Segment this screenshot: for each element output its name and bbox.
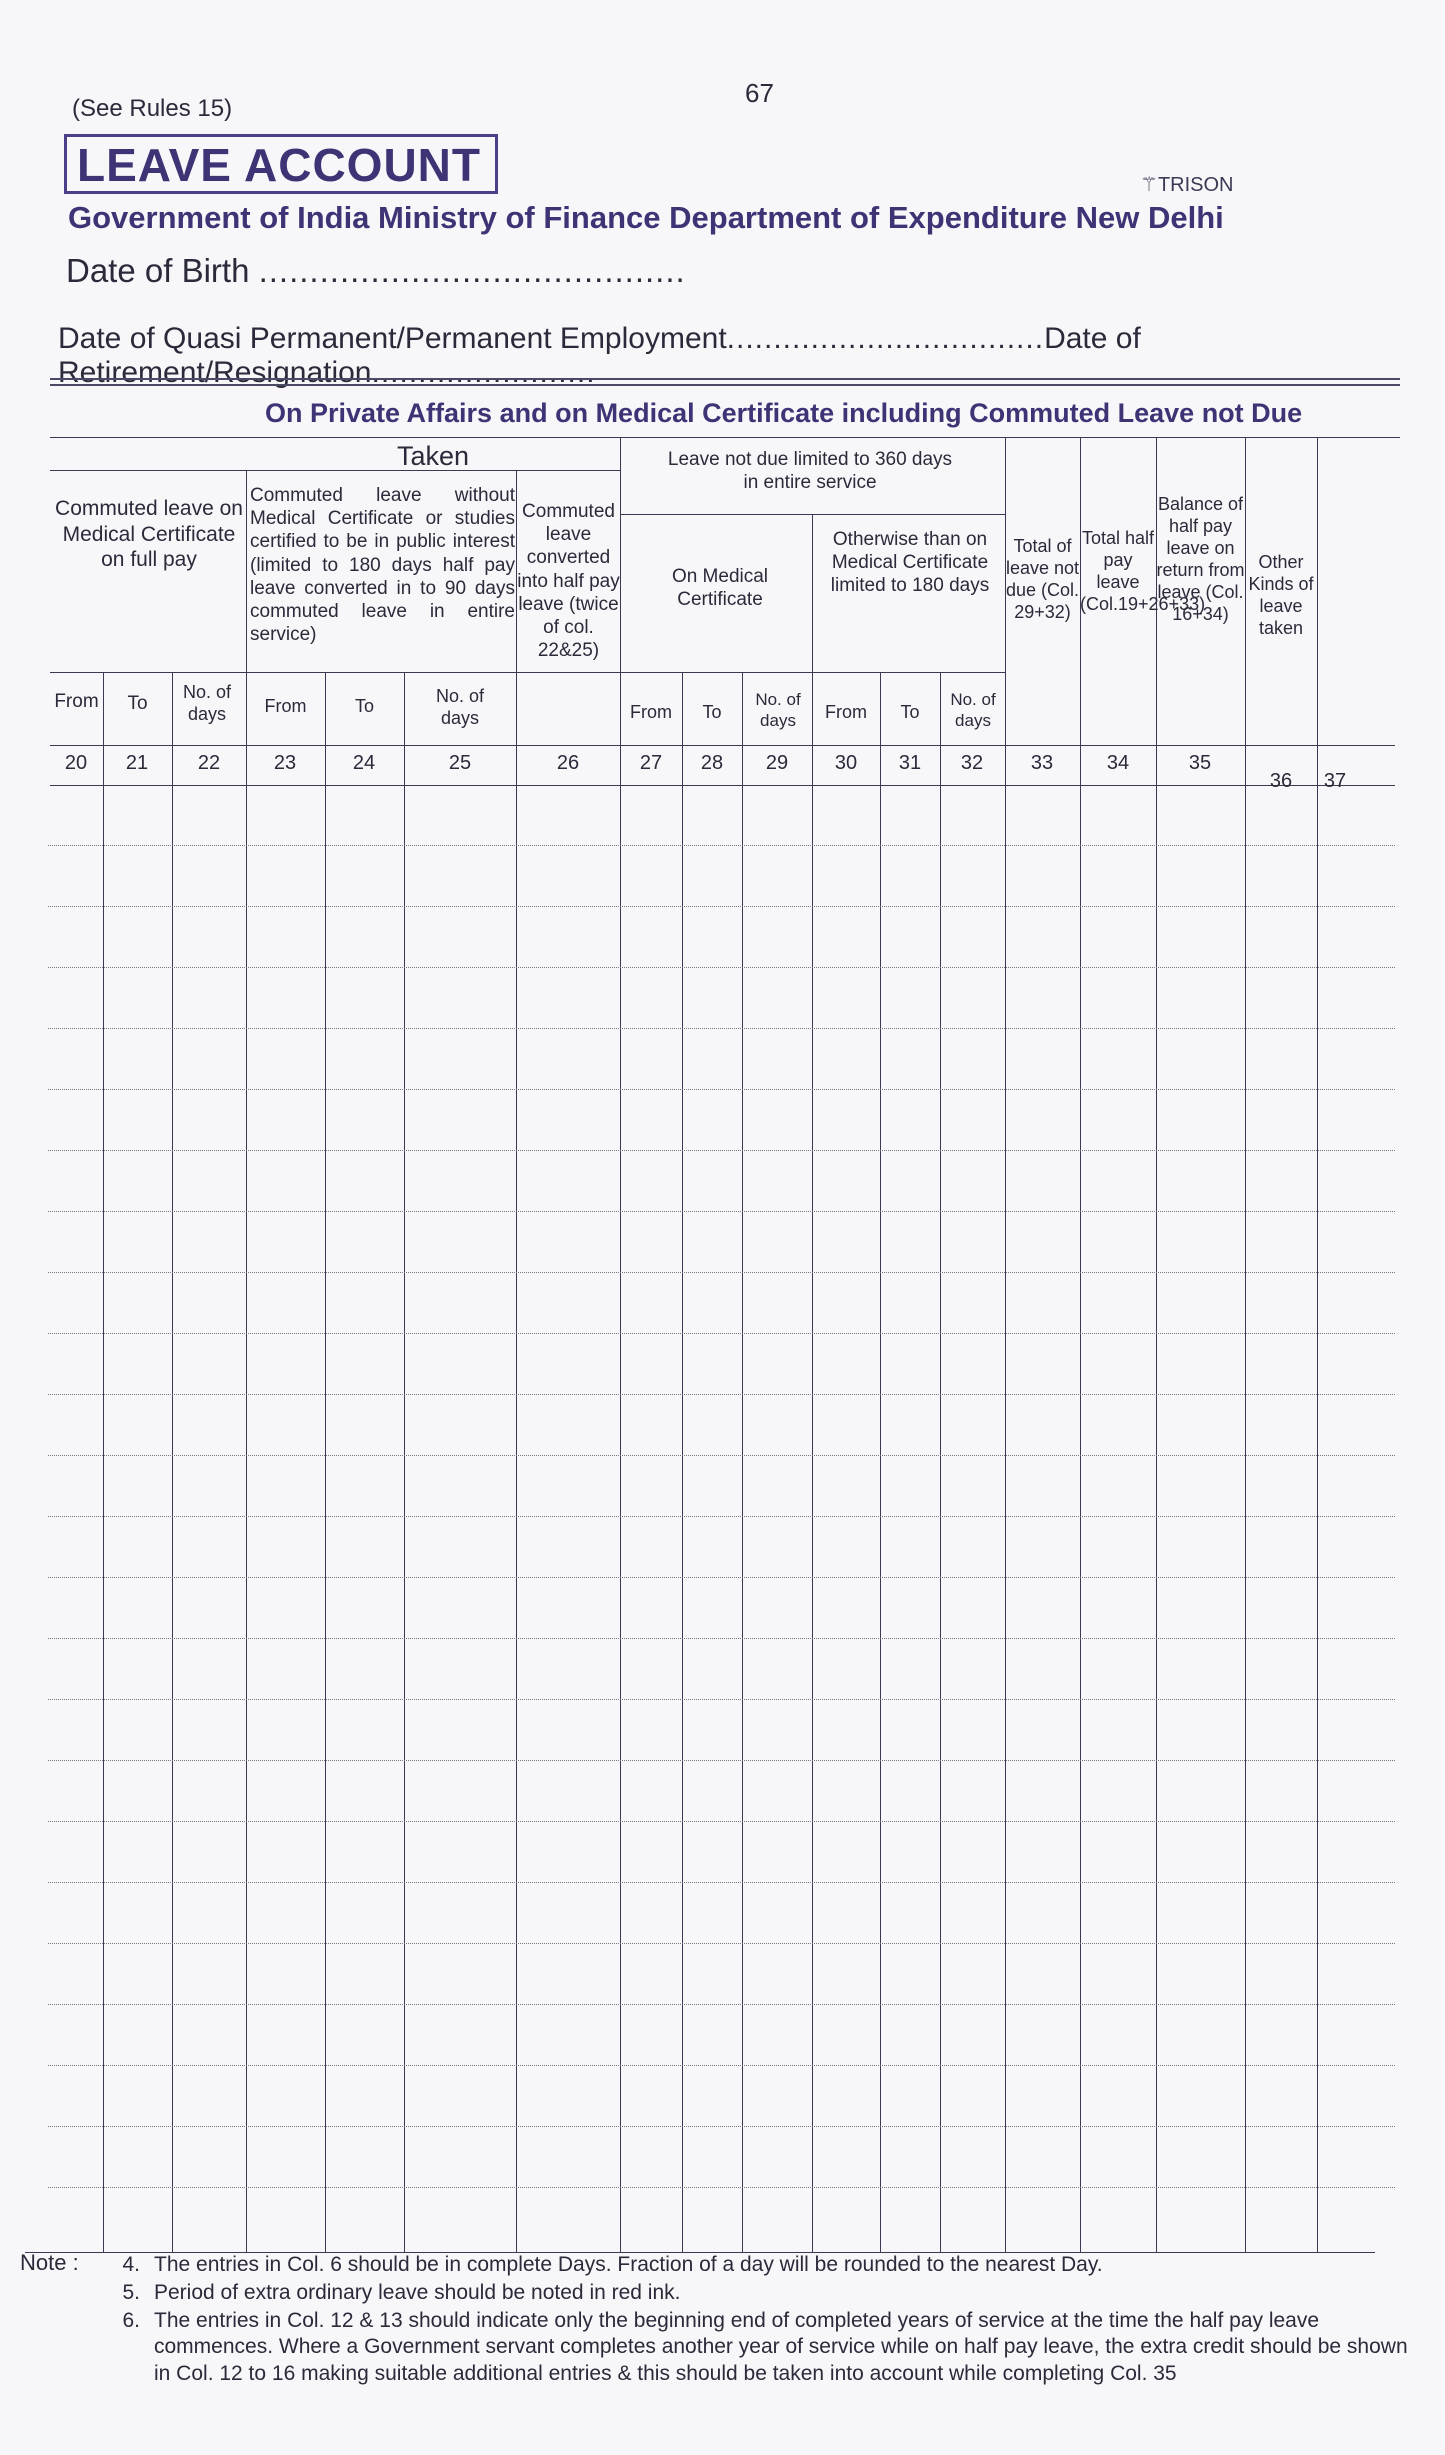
note-4-num: 4. xyxy=(122,2253,140,2276)
col-from-23: From xyxy=(264,696,307,716)
col-to-21: To xyxy=(127,693,148,714)
col-line xyxy=(404,672,405,2252)
entry-row-line[interactable] xyxy=(48,1943,1395,1944)
colnum-top-line xyxy=(50,745,1395,746)
entry-row-line[interactable] xyxy=(48,2065,1395,2066)
col-line xyxy=(325,672,326,2252)
entry-row-line[interactable] xyxy=(48,1089,1395,1090)
note-5 xyxy=(100,2280,1360,2306)
employment-blank[interactable]: .................................. xyxy=(726,322,1045,355)
col-line xyxy=(246,470,247,2252)
column-number-25: 25 xyxy=(448,752,472,774)
column-number-33: 33 xyxy=(1030,752,1054,774)
form-title: LEAVE ACCOUNT xyxy=(64,134,498,194)
col-to-28: To xyxy=(702,702,722,722)
entry-row-line[interactable] xyxy=(48,1150,1395,1151)
header-commuted-without: Commuted leave without Medical Certificate or studies certified to be in public interest (limited to 180 days half pay leave converted in to 90 days commuted leave in entire service) xyxy=(250,485,515,646)
col-line xyxy=(742,672,743,2252)
employment-label: Date of Quasi Permanent/Permanent Employment xyxy=(58,322,727,355)
entry-row-line[interactable] xyxy=(48,1760,1395,1761)
header-total-not-due: Total of leave not due (Col. 29+32) xyxy=(1005,536,1080,622)
column-number-32: 32 xyxy=(960,752,984,774)
col-days-29: No. of days xyxy=(755,690,801,730)
entry-row-line[interactable] xyxy=(48,1394,1395,1395)
entry-row-line[interactable] xyxy=(48,906,1395,907)
entry-row-line[interactable] xyxy=(48,1638,1395,1639)
col-to-31: To xyxy=(900,702,920,722)
col-to-24: To xyxy=(354,696,374,716)
col-line xyxy=(1156,437,1157,2252)
column-number-30: 30 xyxy=(834,752,858,774)
column-number-37: 37 xyxy=(1323,770,1347,792)
entry-row-line[interactable] xyxy=(48,1516,1395,1517)
note-label: Note : xyxy=(20,2250,79,2275)
column-number-36: 36 xyxy=(1269,770,1293,792)
note-5-text: Period of extra ordinary leave should be noted in red ink. xyxy=(154,2281,681,2304)
entry-row-line[interactable] xyxy=(48,1455,1395,1456)
col-from-30: From xyxy=(825,702,867,722)
column-number-29: 29 xyxy=(765,752,789,774)
brand-name: TRISON xyxy=(1157,174,1234,196)
dob-label: Date of Birth xyxy=(66,252,250,289)
header-total-half-pay: Total half pay leave (Col.19+26+33) xyxy=(1080,528,1206,614)
col-days-22: No. of days xyxy=(182,682,232,724)
column-number-28: 28 xyxy=(700,752,724,774)
entry-row-line[interactable] xyxy=(48,2004,1395,2005)
note-4-text: The entries in Col. 6 should be in complete Days. Fraction of a day will be rounded to the nearest Day. xyxy=(154,2253,1103,2276)
col-line xyxy=(103,672,104,2252)
entry-row-line[interactable] xyxy=(48,1699,1395,1700)
col-line xyxy=(1080,437,1081,2252)
entry-row-line[interactable] xyxy=(48,2187,1395,2188)
note-4 xyxy=(100,2252,1360,2278)
column-number-20: 20 xyxy=(64,752,88,774)
header-on-medical: On Medical Certificate xyxy=(671,566,769,611)
brand-icon: ⚚ xyxy=(1140,174,1158,196)
section-title: On Private Affairs and on Medical Certificate including Commuted Leave not Due xyxy=(265,398,1303,428)
column-number-23: 23 xyxy=(273,752,297,774)
column-number-26: 26 xyxy=(556,752,580,774)
col-line xyxy=(812,514,813,2252)
header-otherwise: Otherwise than on Medical Certificate limited to 180 days xyxy=(830,529,990,597)
entry-row-line[interactable] xyxy=(48,1821,1395,1822)
header-commuted-medical: Commuted leave on Medical Certificate on full pay xyxy=(55,497,243,572)
col-line xyxy=(940,672,941,2252)
header-balance: Balance of half pay leave on return from leave (Col. 16+34) xyxy=(1156,494,1245,624)
column-number-31: 31 xyxy=(898,752,922,774)
entry-row-line[interactable] xyxy=(48,1577,1395,1578)
entry-row-line[interactable] xyxy=(48,845,1395,846)
column-number-24: 24 xyxy=(352,752,376,774)
col-line xyxy=(1245,437,1246,2252)
header-lnd-limited: Leave not due limited to 360 days in entire service xyxy=(667,449,953,494)
entry-row-line[interactable] xyxy=(48,1028,1395,1029)
column-number-22: 22 xyxy=(197,752,221,774)
col-days-25: No. of days xyxy=(435,686,485,728)
department-line: Government of India Ministry of Finance Department of Expenditure New Delhi xyxy=(68,200,1224,235)
header-commuted-converted: Commuted leave converted into half pay leave (twice of col. 22&25) xyxy=(517,501,620,662)
column-number-21: 21 xyxy=(125,752,149,774)
page-number: 67 xyxy=(745,78,774,108)
retirement-blank[interactable]: ........................ xyxy=(371,356,596,389)
col-from-27: From xyxy=(630,702,672,722)
col-days-32: No. of days xyxy=(950,690,996,730)
col-line xyxy=(880,672,881,2252)
entry-row-line[interactable] xyxy=(48,1211,1395,1212)
rules-reference: (See Rules 15) xyxy=(72,95,233,122)
entry-row-line[interactable] xyxy=(48,1272,1395,1273)
col-line xyxy=(1005,437,1006,2252)
divider xyxy=(50,378,1400,380)
entry-row-line[interactable] xyxy=(48,2126,1395,2127)
entry-row-line[interactable] xyxy=(48,1333,1395,1334)
col-line xyxy=(1317,437,1318,2252)
note-6 xyxy=(100,2308,1424,2387)
retirement-label: Date of Retirement/Resignation xyxy=(58,322,1141,389)
divider xyxy=(50,384,1400,386)
column-number-27: 27 xyxy=(639,752,663,774)
note-6-num: 6. xyxy=(122,2309,140,2332)
col-line xyxy=(172,672,173,2252)
note-5-num: 5. xyxy=(122,2281,140,2304)
header-other-kinds: Other Kinds of leave taken xyxy=(1248,552,1314,638)
col-line xyxy=(682,672,683,2252)
note-6-text: The entries in Col. 12 & 13 should indicate only the beginning end of completed years of service at the time the half pay leave commences. Where a Government servant completes another year of service while on half pay leave, the extra credit should be shown in Col. 12 to 16 making suitable additional entries & this should be taken into account while completing Col. 35 xyxy=(154,2309,1408,2385)
col-from-20: From xyxy=(54,691,99,712)
dob-field xyxy=(66,252,686,290)
entry-row-line[interactable] xyxy=(48,1882,1395,1883)
table-top-line xyxy=(50,437,1400,438)
subheader-line xyxy=(50,672,1005,673)
col-line xyxy=(516,470,517,2252)
column-number-35: 35 xyxy=(1188,752,1212,774)
brand-mark xyxy=(1140,172,1234,197)
dob-blank[interactable]: .......................................... xyxy=(258,252,686,289)
entry-row-line[interactable] xyxy=(48,967,1395,968)
column-number-34: 34 xyxy=(1106,752,1130,774)
header-taken: Taken xyxy=(396,441,470,471)
colnum-bottom-line xyxy=(50,785,1395,786)
